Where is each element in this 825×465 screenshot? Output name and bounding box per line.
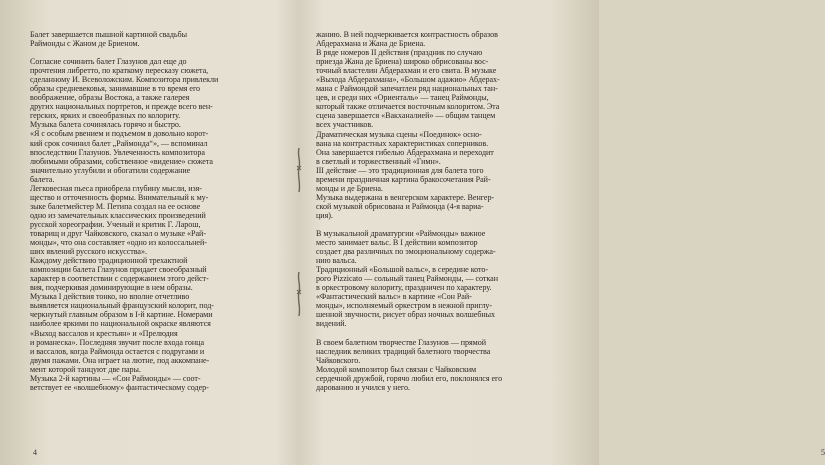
text-line: Чайковского. — [316, 355, 361, 365]
text-line: Музыка выдержана в венгерском характере. Венгер- — [316, 192, 495, 202]
text-line: дарованию и учился у него. — [316, 382, 410, 392]
text-line: мана с Раймондой запечатлен ряд национальных тан- — [316, 84, 498, 94]
text-line: композиции балета Глазунов придает своеобразный — [30, 265, 207, 275]
text-line: жанию. В ней подчеркивается контрастность образов — [316, 30, 498, 39]
text-line: который также отличается восточным колоритом. Эта — [316, 102, 500, 112]
text-line: одно из замечательных классических произведений — [30, 210, 206, 220]
text-line: Она завершается гибелью Абдерахмана и переходит — [316, 147, 494, 157]
left-page-text — [30, 30, 273, 392]
paragraph-gap — [316, 329, 572, 338]
text-line: вия, подчеркивая доминирующие в нем образы. — [30, 283, 193, 293]
text-line: в светлый и торжественный «Гимн». — [316, 156, 441, 166]
text-line: Музыка I действия тонко, но вполне отчетливо — [30, 292, 190, 302]
text-line: Раймонды с Жаном де Бриеном. — [30, 39, 140, 49]
text-line: точный властелин Абдерахман и его свита. В музыке — [316, 66, 497, 76]
text-line: Музыка 2-й картины — «Сон Раймонды» — соот- — [30, 373, 201, 383]
text-line: видений. — [316, 319, 347, 329]
text-line: образы средневековья, занимавшие в то время его — [30, 84, 201, 94]
binding-stitch-top — [295, 148, 303, 192]
text-line: русской хореографии. Ученый и критик Г. Ларош, — [30, 219, 201, 229]
text-line: герских, ярких и своеобразных по колориту. — [30, 111, 181, 121]
left-page-number: 4 — [33, 448, 37, 457]
text-line: и вассалов, когда Раймонда остается с подругами и — [30, 346, 205, 356]
text-line: времени праздничная картина бракосочетания Рай- — [316, 174, 491, 184]
text-line: монды», что она составляет «одно из колоссальней- — [30, 238, 207, 248]
text-line: наиболее яркими по национальной окраске являются — [30, 319, 211, 329]
text-line: наследник великих традиций балетного творчества — [316, 346, 491, 356]
text-line: Балет завершается пышной картиной свадьбы — [30, 30, 187, 39]
left-page — [0, 0, 299, 465]
text-line: рого Pizzicato — сольный танец Раймонды, — соткан — [316, 274, 498, 284]
text-line: зыке балетмейстер М. Петипа создал на ее основе — [30, 201, 201, 211]
text-line: значительно углубили и обогатили содержание — [30, 165, 191, 175]
text-line: черкнутый главным образом в I-й картине. Номерами — [30, 310, 213, 320]
text-line: Легковесная пьеса приобрела глубину мысли, изя- — [30, 183, 202, 193]
text-line: монды и де Бриена. — [316, 183, 383, 193]
text-line: Согласие сочинить балет Глазунов дал еще до — [30, 57, 187, 67]
right-page — [300, 0, 825, 465]
text-line: в оркестровому колориту, праздничен по характеру. — [316, 283, 492, 293]
text-line: сцена завершается «Вакханалией» — общим танцем — [316, 111, 496, 121]
text-line: В музыкальной драматургии «Раймонды» важное — [316, 228, 486, 238]
paragraph-gap — [30, 48, 273, 57]
binding-stitch-bottom — [295, 272, 303, 316]
text-line: цев, и среди них «Ориенталь» — танец Раймонды, — [316, 93, 489, 103]
text-line: шенной звучности, рисует образ ночных волшебных — [316, 310, 496, 320]
text-line: вана на контрастных характеристиках соперников. — [316, 138, 489, 148]
text-line: создает два различных по эмоциональному содержа- — [316, 247, 496, 257]
text-line: В ряде номеров II действия (праздник по случаю — [316, 48, 483, 58]
text-line: товарищ и друг Чайковского, сказал о музыке «Рай- — [30, 228, 206, 238]
text-line: кий срок сочинил балет „Раймонда“», — вспоминал — [30, 138, 208, 148]
text-line: монды», исполняемый оркестром в нежной приглу- — [316, 301, 493, 311]
text-line: «Я с особым рвением и подъемом в довольно корот- — [30, 129, 209, 139]
text-line: впоследствии Глазунов. Увлеченность композитора — [30, 147, 205, 157]
right-page-text — [316, 30, 572, 392]
text-line: нию вальса. — [316, 256, 357, 266]
text-line: других национальных портретов, и прежде всего вен- — [30, 102, 213, 112]
text-line: место занимает вальс. В I действии композитор — [316, 238, 478, 248]
text-line: любимыми образами, собственное «видение» сюжета — [30, 156, 213, 166]
text-line: Каждому действию традиционной трехактной — [30, 256, 188, 266]
text-line: выявляется национальный французский колорит, под- — [30, 301, 214, 311]
text-line: мент которой танцуют две пары. — [30, 364, 141, 374]
text-line: сделанному И. Всеволожским. Композитора привлекли — [30, 75, 219, 85]
text-line: характер в соответствии с содержанием этого дейст- — [30, 274, 209, 284]
text-line: «Фантастический вальс» в картине «Сон Рай- — [316, 292, 472, 302]
text-line: приезда Жана де Бриена) широко обрисованы вос- — [316, 57, 489, 67]
text-line: ветствует ее «волшебному» фантастическому содер- — [30, 382, 209, 392]
text-line: воображение, образы Востока, а также галерея — [30, 93, 190, 103]
text-line: сердечной дружбой, горячо любил его, поклонялся его — [316, 373, 503, 383]
text-line: Традиционный «Большой вальс», в середине кото- — [316, 265, 489, 275]
text-line: всех участников. — [316, 120, 374, 130]
text-line: двумя пажами. Она играет на лютне, под аккомпане- — [30, 355, 210, 365]
text-line: ция). — [316, 210, 333, 220]
text-line: III действие — это традиционная для балета того — [316, 165, 484, 175]
text-line: ской музыкой обрисована и Раймонда (4-я вариа- — [316, 201, 484, 211]
text-line: ших явлений русского искусства». — [30, 247, 147, 257]
text-line: В своем балетном творчестве Глазунов — прямой — [316, 337, 487, 347]
paragraph-gap — [316, 220, 572, 229]
right-page-number: 5 — [821, 448, 825, 457]
text-line: щество и отточенность формы. Внимательный к му- — [30, 192, 209, 202]
text-line: «Выхода Абдерахмана», «Большом адажио» Абдерах- — [316, 75, 500, 85]
text-line: «Выход вассалов и крестьян» и «Прелюдия — [30, 328, 178, 338]
text-line: Абдерахмана и Жана де Бриена. — [316, 39, 426, 49]
text-line: и романеска». Последняя звучит после входа гонца — [30, 337, 205, 347]
text-line: Музыка балета сочинялась горячо и быстро. — [30, 120, 181, 130]
text-line: балета. — [30, 174, 55, 184]
text-line: Молодой композитор был связан с Чайковским — [316, 364, 477, 374]
text-line: прочтения либретто, по краткому пересказу сюжета, — [30, 66, 209, 76]
text-line: Драматическая музыка сцены «Поединок» осно- — [316, 129, 482, 139]
